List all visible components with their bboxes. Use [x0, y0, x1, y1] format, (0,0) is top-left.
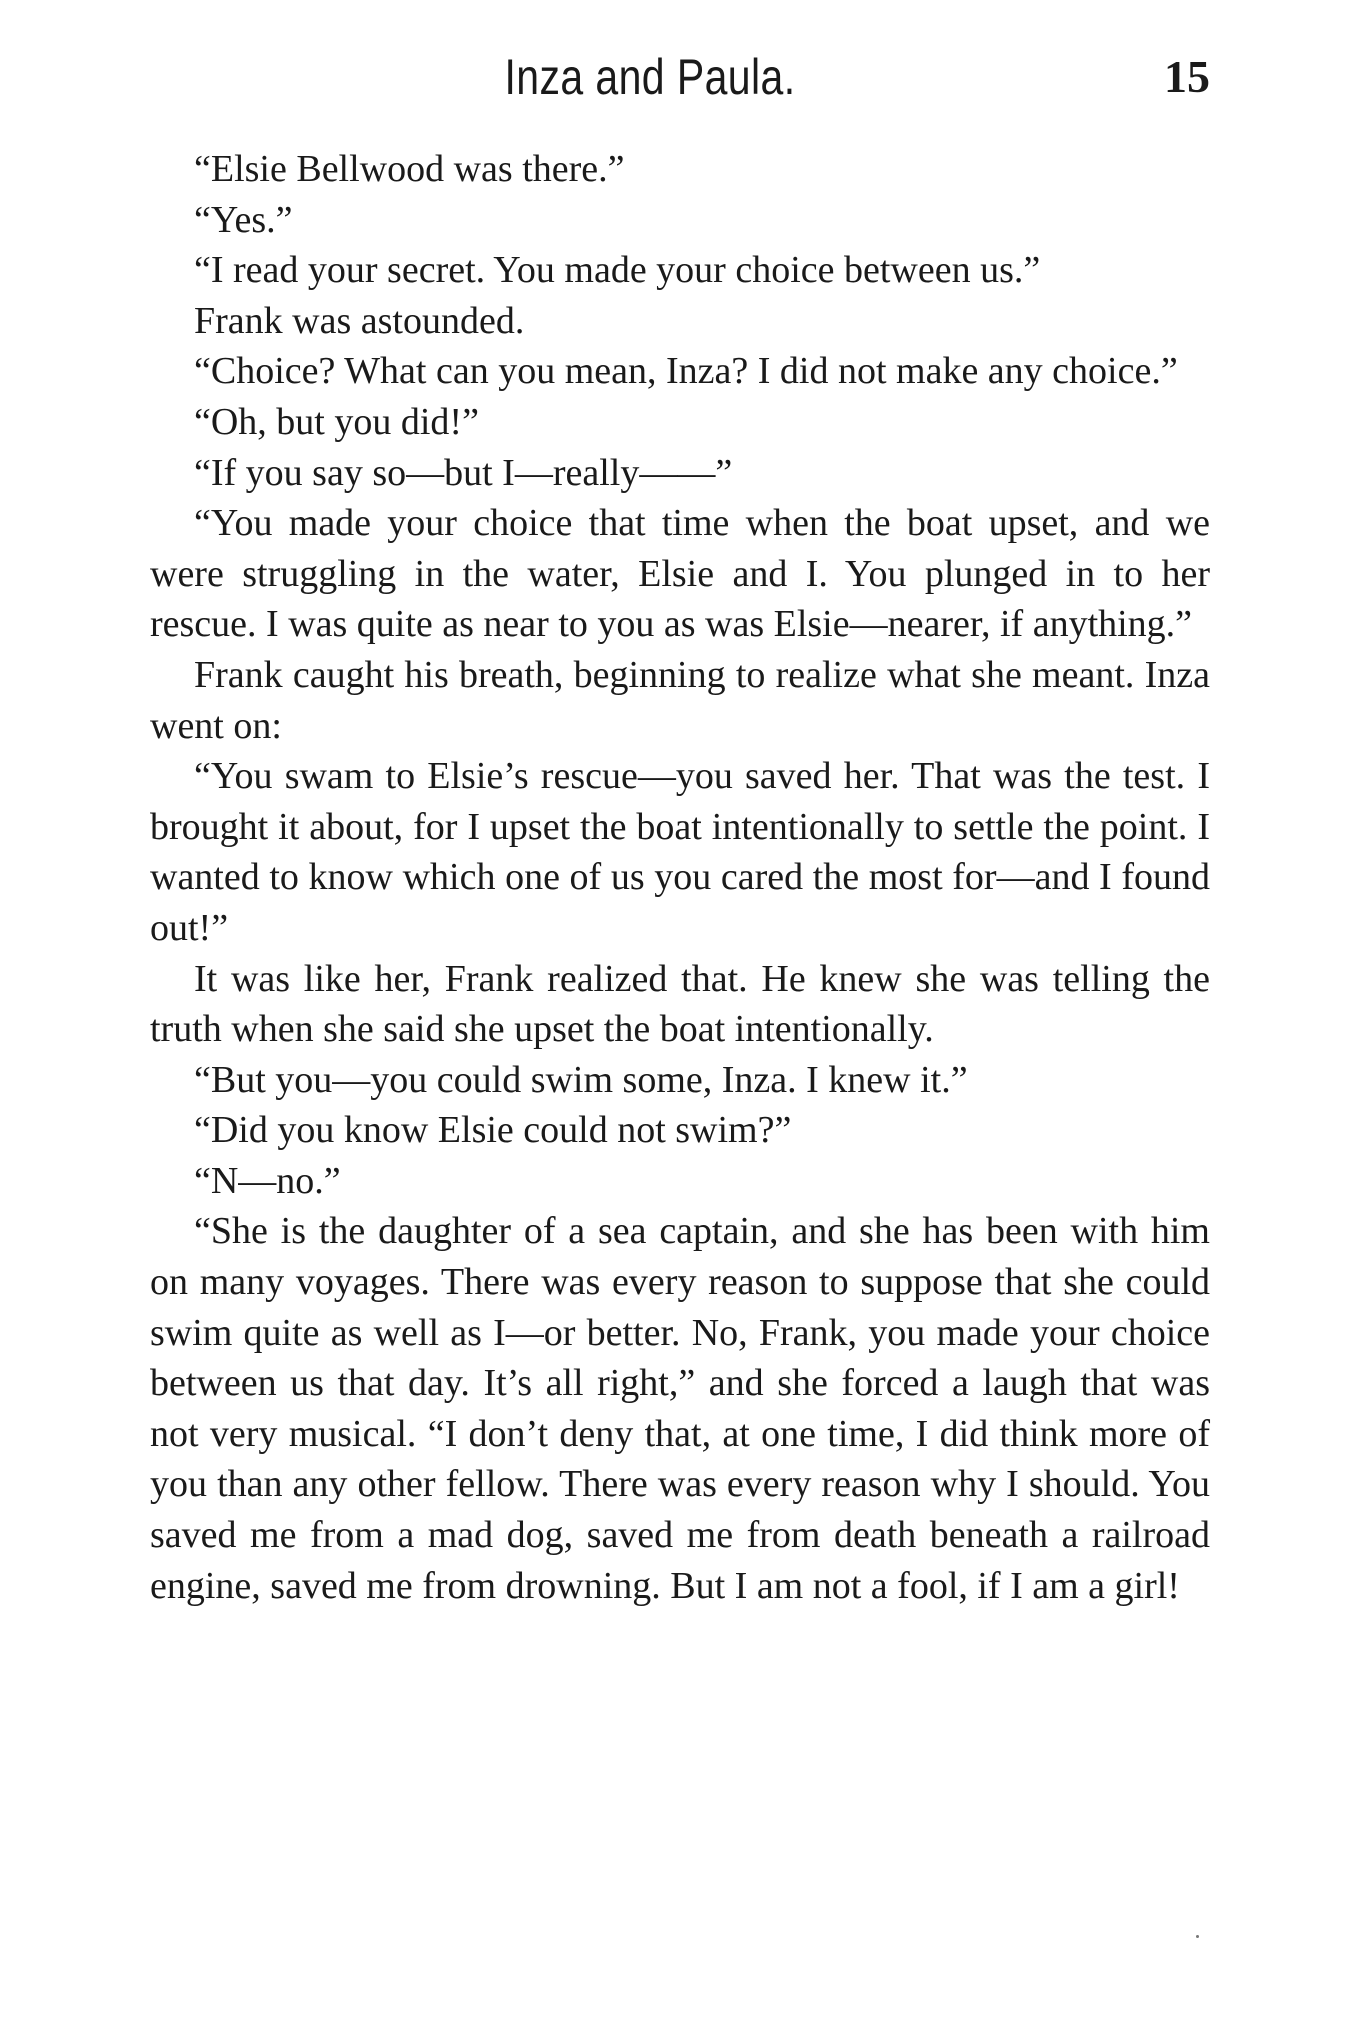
paragraph: “She is the daughter of a sea captain, and she has been with him on many voyages. There was every reason to suppose that she could swim quite as well as I—or better. No, Frank, you made your choice between us that day. It’s all right,” and she forced a laugh that was not very musical. “I don’t deny that, at one time, I did think more of you than any other fellow. There was every reason why I should. You saved me from a mad dog, saved me from death beneath a railroad engine, saved me from drowning. But I am not a fool, if I am a girl!	[150, 1210, 1210, 1607]
paragraph: “Did you know Elsie could not swim?”	[194, 1109, 792, 1152]
paragraph: Frank caught his breath, beginning to realize what she meant. Inza went on:	[150, 653, 1210, 747]
paragraph: “Yes.”	[194, 198, 293, 241]
paragraph: Frank was astounded.	[194, 299, 525, 342]
paragraph: “If you say so—but I—really——”	[194, 451, 733, 494]
running-head	[150, 48, 1210, 118]
paragraph: “But you—you could swim some, Inza. I knew it.”	[194, 1058, 968, 1101]
book-page	[150, 48, 1210, 1611]
print-speck	[1196, 1935, 1199, 1938]
paragraph: “Choice? What can you mean, Inza? I did not make any choice.”	[194, 350, 1178, 393]
paragraph: “I read your secret. You made your choice between us.”	[194, 249, 1041, 292]
paragraph: “Oh, but you did!”	[194, 400, 479, 443]
paragraph: It was like her, Frank realized that. He knew she was telling the truth when she said she upset the boat intentionally.	[150, 957, 1210, 1051]
paragraph: “Elsie Bellwood was there.”	[194, 148, 625, 190]
page-number: 15	[1164, 51, 1210, 102]
paragraph: “You made your choice that time when the boat upset, and we were struggling in the water, Elsie and I. You plunged in to her rescue. I was quite as near to you as was Elsie—nearer, if anything.”	[150, 502, 1210, 646]
chapter-title: Inza and Paula.	[504, 49, 796, 105]
paragraph: “N—no.”	[194, 1159, 341, 1202]
paragraph: “You swam to Elsie’s rescue—you saved her. That was the test. I brought it about, for I upset the boat intentionally to settle the point. I wanted to know which one of us you cared the most for—and I found out!”	[150, 755, 1210, 949]
body-text	[150, 144, 1210, 1611]
